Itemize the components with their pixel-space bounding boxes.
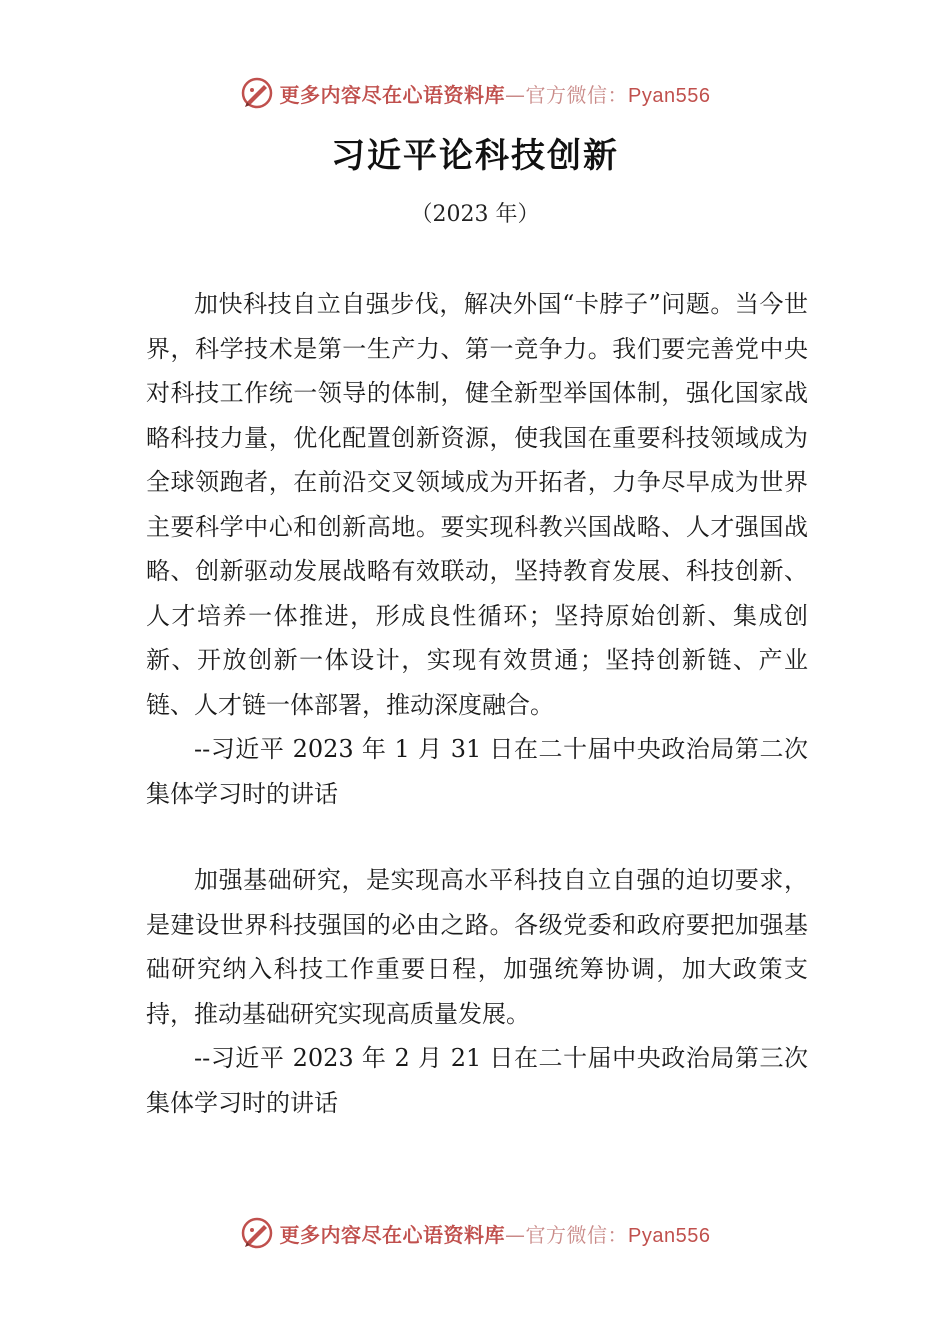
watermark-text <box>280 79 711 108</box>
section-1 <box>146 282 808 816</box>
section-body: 加快科技自立自强步伐，解决外国“卡脖子”问题。当今世界，科学技术是第一生产力、第一竞争力。我们要完善党中央对科技工作统一领导的体制，健全新型举国体制，强化国家战略科技力量，优化配置创新资源，使我国在重要科技领域成为全球领跑者，在前沿交叉领域成为开拓者，力争尽早成为世界主要科学中心和创新高地。要实现科教兴国战略、人才强国战略、创新驱动发展战略有效联动，坚持教育发展、科技创新、人才培养一体推进，形成良性循环；坚持原始创新、集成创新、开放创新一体设计，实现有效贯通；坚持创新链、产业链、人才链一体部署，推动深度融合。 <box>146 290 808 719</box>
pen-logo-icon <box>240 76 274 110</box>
watermark-footer <box>0 1213 950 1253</box>
section-source: --习近平 2023 年 2 月 21 日在二十届中央政治局第三次集体学习时的讲话 <box>146 1044 808 1117</box>
watermark-wechat-id: Pyan556 <box>628 84 711 107</box>
section-2 <box>146 858 808 1125</box>
watermark-text <box>280 1219 711 1248</box>
watermark-main: 更多内容尽在心语资料库 <box>279 1222 506 1247</box>
watermark-main: 更多内容尽在心语资料库 <box>279 82 506 107</box>
year-note: （2023 年） <box>410 202 540 227</box>
section-body: 加强基础研究，是实现高水平科技自立自强的迫切要求，是建设世界科技强国的必由之路。各级党委和政府要把加强基础研究纳入科技工作重要日程，加强统筹协调，加大政策支持，推动基础研究实现高质量发展。 <box>146 866 808 1028</box>
watermark-wechat-id: Pyan556 <box>628 1224 711 1247</box>
section-source: --习近平 2023 年 1 月 31 日在二十届中央政治局第二次集体学习时的讲话 <box>146 735 808 808</box>
pen-logo-icon <box>240 1216 274 1250</box>
page-title: 习近平论科技创新 <box>331 136 619 176</box>
watermark-separator: —官方微信： <box>505 82 629 107</box>
watermark-header <box>0 73 950 113</box>
watermark-separator: —官方微信： <box>505 1222 629 1247</box>
